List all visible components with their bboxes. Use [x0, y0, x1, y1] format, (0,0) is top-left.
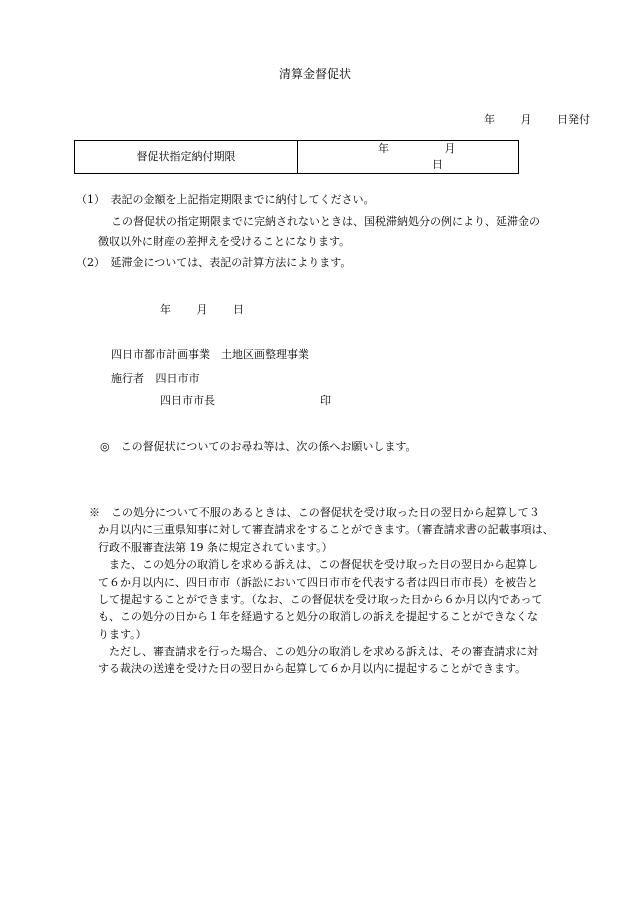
notice-line: ※ この処分について不服のあるときは、この督促状を受け取った日の翌日から起算して３ [89, 506, 540, 519]
mayor-name: 四日市市長 [160, 394, 215, 407]
deadline-year: 年 [378, 142, 389, 155]
notice-line: も、この処分の日から１年を経過すると処分の取消しの訴えを提起することができなくな [98, 610, 538, 624]
notice-line: して提起することができます。（なお、この督促状を受け取った日から６か月以内であって [98, 592, 543, 606]
issue-year: 年 [484, 113, 495, 126]
deadline-month: 月 [444, 142, 456, 155]
document-title: 清算金督促状 [278, 67, 351, 81]
deadline-day: 日 [432, 157, 443, 171]
date-row [160, 302, 266, 318]
date-row-day: 日 [233, 303, 244, 316]
deadline-value [298, 141, 519, 174]
item-1-line-1: （1） 表記の金額を上記指定期限までに納付してください。 [76, 193, 375, 206]
date-row-year: 年 [160, 303, 171, 316]
deadline-table [74, 140, 519, 174]
appeal-notice [89, 504, 604, 678]
inquiry-note: ◎ この督促状についてのお尋ね等は、次の係へお願いします。 [100, 440, 417, 453]
issue-month: 月 [520, 113, 532, 126]
executor-name: 四日市市 [155, 372, 200, 385]
seal-mark: 印 [320, 394, 331, 407]
issue-date [470, 112, 590, 128]
date-row-month: 月 [196, 303, 208, 316]
project-name: 四日市都市計画事業 土地区画整理事業 [111, 348, 309, 361]
notice-line: 行政不服審査法第 19 条に規定されています。） [98, 540, 333, 554]
executor-label: 施行者 [111, 372, 144, 385]
issue-day: 日発付 [557, 113, 590, 126]
executor-row [111, 371, 200, 387]
item-1-line-2: この督促状の指定期限までに完納されないときは、国税滞納処分の例により、延滞金の [111, 215, 540, 228]
notice-line: ただし、審査請求を行った場合、この処分の取消しを求める訴えは、その審査請求に対 [98, 645, 538, 658]
notice-line: する裁決の送達を受けた日の翌日から起算して６か月以内に提起することができます。 [98, 662, 527, 676]
item-2-line-1: （2） 延滞金については、表記の計算方法によります。 [76, 256, 352, 269]
item-1-line-3: 徴収以外に財産の差押えを受けることになります。 [98, 235, 351, 248]
notice-line: か月以内に三重県知事に対して審査請求をすることができます。（審査請求書の記載事項は、 [98, 523, 554, 537]
deadline-label: 督促状指定納付期限 [75, 141, 298, 174]
notice-line: ります。） [98, 627, 147, 641]
notice-line: て６か月以内に、四日市市（訴訟において四日市市を代表する者は四日市市長）を被告と [98, 575, 538, 589]
notice-line: また、この処分の取消しを求める訴えは、この督促状を受け取った日の翌日から起算し [98, 558, 538, 572]
